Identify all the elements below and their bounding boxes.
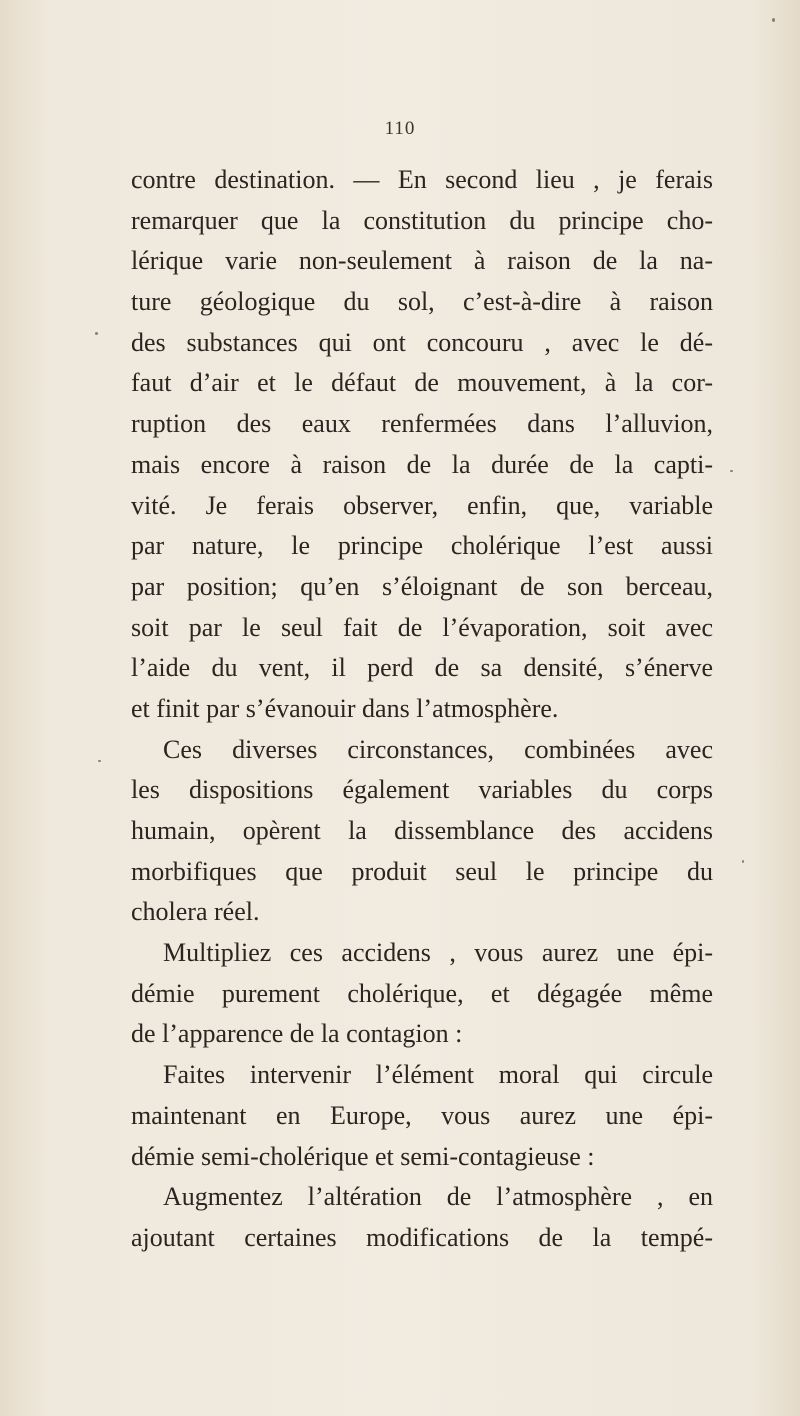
text-line: Augmentez l’altération de l’atmosphère , en bbox=[163, 1182, 713, 1212]
text-line: Faites intervenir l’élément moral qui circule bbox=[163, 1060, 713, 1090]
text-line: contre destination. — En second lieu , je ferais bbox=[131, 165, 713, 194]
text-line: mais encore à raison de la durée de la capti- bbox=[131, 449, 713, 479]
text-line: remarquer que la constitution du principe cho- bbox=[131, 205, 713, 235]
text-line: ruption des eaux renfermées dans l’alluvion, bbox=[131, 409, 713, 439]
paper-speck bbox=[98, 760, 101, 762]
text-line: de l’apparence de la contagion : bbox=[131, 1019, 463, 1049]
page-number: 110 bbox=[384, 118, 416, 139]
text-line: Multipliez ces accidens , vous aurez une épi- bbox=[163, 938, 713, 968]
text-line: faut d’air et le défaut de mouvement, à la cor- bbox=[131, 368, 713, 398]
text-line: des substances qui ont concouru , avec le dé- bbox=[131, 327, 713, 357]
text-line: cholera réel. bbox=[131, 897, 260, 927]
text-line: morbifiques que produit seul le principe du bbox=[131, 856, 713, 886]
text-line: soit par le seul fait de l’évaporation, soit avec bbox=[131, 612, 713, 642]
text-line: démie semi-cholérique et semi-contagieuse : bbox=[131, 1141, 595, 1171]
text-line: ajoutant certaines modifications de la tempé- bbox=[131, 1222, 713, 1252]
paper-speck bbox=[772, 18, 775, 22]
text-line: lérique varie non-seulement à raison de la na- bbox=[131, 246, 713, 276]
text-line: humain, opèrent la dissemblance des accidens bbox=[131, 816, 713, 845]
text-line: les dispositions également variables du corps bbox=[131, 775, 713, 805]
text-line: Ces diverses circonstances, combinées avec bbox=[163, 734, 713, 764]
text-line: maintenant en Europe, vous aurez une épi- bbox=[131, 1100, 713, 1130]
paper-speck bbox=[730, 470, 733, 472]
text-line: par position; qu’en s’éloignant de son berceau, bbox=[131, 571, 713, 601]
paper-speck bbox=[742, 860, 744, 863]
paper-speck bbox=[95, 332, 98, 335]
text-line: l’aide du vent, il perd de sa densité, s’énerve bbox=[131, 653, 713, 683]
text-line: ture géologique du sol, c’est-à-dire à raison bbox=[131, 287, 713, 317]
text-line: démie purement cholérique, et dégagée même bbox=[131, 978, 713, 1008]
body-text bbox=[131, 160, 713, 1259]
text-line: par nature, le principe cholérique l’est aussi bbox=[131, 531, 713, 561]
text-line: vité. Je ferais observer, enfin, que, variable bbox=[131, 490, 713, 520]
text-line: et finit par s’évanouir dans l’atmosphère. bbox=[131, 693, 559, 723]
